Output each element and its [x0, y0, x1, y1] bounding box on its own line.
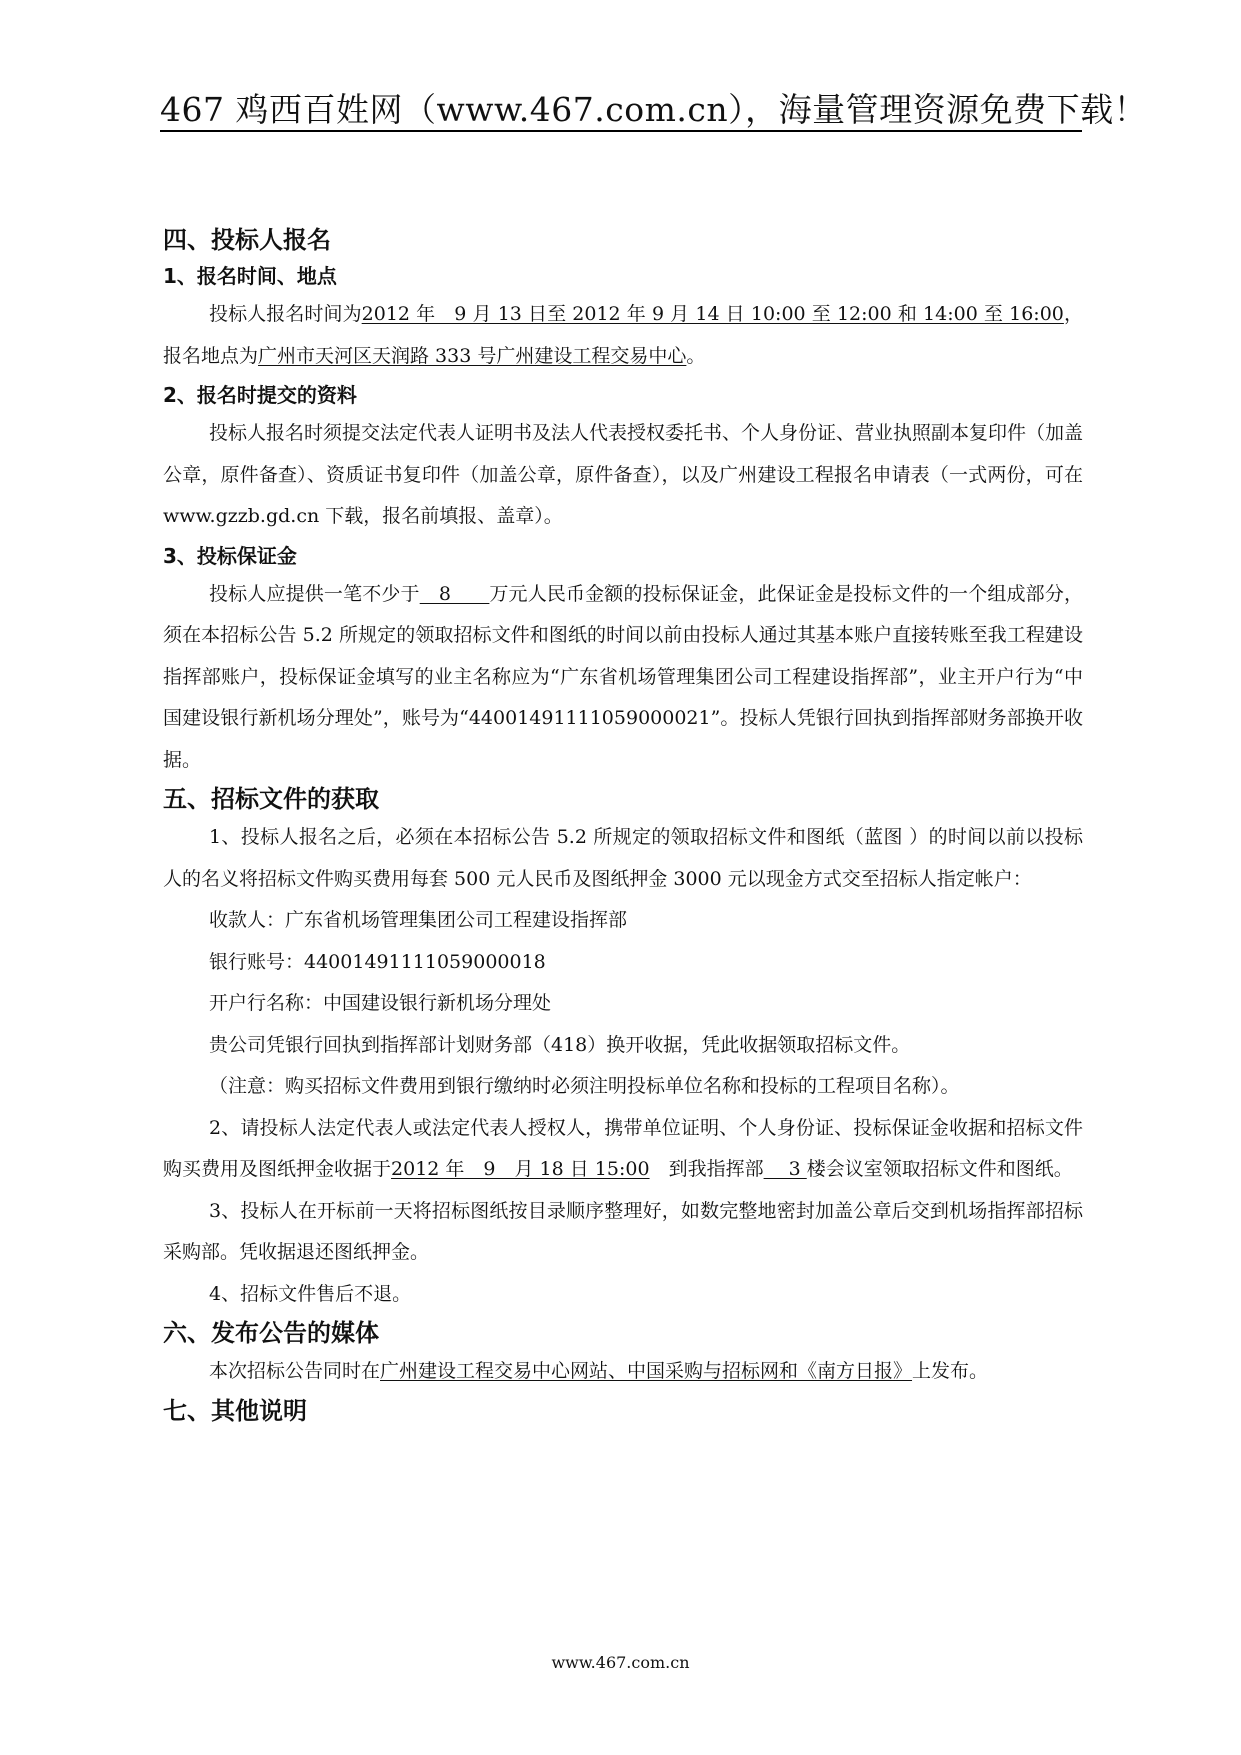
- header-divider: [160, 130, 1082, 132]
- section-4-heading: 四、投标人报名: [163, 226, 331, 254]
- bank-name-line: 开户行名称：中国建设银行新机场分理处: [209, 992, 552, 1014]
- section-5-heading: 五、招标文件的获取: [163, 785, 379, 813]
- tender-doc-item-3: 3、投标人在开标前一天将招标图纸按目录顺序整理好，如数完整地密封加盖公章后交到机场指挥部招标采购部。凭收据退还图纸押金。: [163, 1199, 1083, 1263]
- tender-doc-item-2: 2、请投标人法定代表人或法定代表人授权人，携带单位证明、个人身份证、投标保证金收据和招标文件购买费用及图纸押金收据于2012 年 9 月 18 日 15:00 到我指挥部 3 楼会议室领取招标文件和图纸。: [163, 1116, 1083, 1180]
- pickup-time: 2012 年 9 月 18 日 15:00: [391, 1158, 650, 1180]
- payment-notice-line: （注意：购买招标文件费用到银行缴纳时必须注明投标单位名称和投标的工程项目名称）。: [209, 1075, 960, 1097]
- media-list: 广州建设工程交易中心网站、中国采购与招标网和《南方日报》: [380, 1360, 913, 1382]
- section-6-heading: 六、发布公告的媒体: [163, 1319, 379, 1347]
- page-footer-url: www.467.com.cn: [551, 1653, 690, 1672]
- section-7-heading: 七、其他说明: [163, 1396, 307, 1425]
- pickup-floor: 3: [763, 1158, 807, 1180]
- bid-bond-amount: 8: [419, 582, 490, 605]
- bid-bond-paragraph: 投标人应提供一笔不少于 8 万元人民币金额的投标保证金，此保证金是投标文件的一个组成部分，须在本招标公告 5.2 所规定的领取招标文件和图纸的时间以前由投标人通过其基本账户直接转账至我工程建设指挥部账户，投标保证金填写的业主名称应为“广东省机场管理集团公司工程建设指挥部”，业主开户行为“中国建设银行新机场分理处”，账号为“44001491111059000021”。投标人凭银行回执到指挥部财务部换开收据。: [163, 582, 1083, 771]
- section-4-1-heading: 1、报名时间、地点: [163, 264, 337, 288]
- payee-line: 收款人：广东省机场管理集团公司工程建设指挥部: [209, 909, 628, 931]
- receipt-note-line: 贵公司凭银行回执到指挥部计划财务部（418）换开收据，凭此收据领取招标文件。: [209, 1033, 911, 1056]
- page-header-title: 467 鸡西百姓网（www.467.com.cn），海量管理资源免费下载！: [160, 90, 1148, 129]
- registration-time-paragraph: 投标人报名时间为2012 年 9 月 13 日至 2012 年 9 月 14 日 10:00 至 12:00 和 14:00 至 16:00，报名地点为广州市天河区天润路 333 号广州建设工程交易中心。: [163, 303, 1083, 367]
- bank-account-line: 银行账号：44001491111059000018: [209, 950, 546, 973]
- tender-doc-item-4: 4、招标文件售后不退。: [209, 1282, 412, 1305]
- required-materials-paragraph: 投标人报名时须提交法定代表人证明书及法人代表授权委托书、个人身份证、营业执照副本复印件（加盖公章，原件备查）、资质证书复印件（加盖公章，原件备查），以及广州建设工程报名申请表（一式两份，可在 www.gzzb.gd.cn 下载，报名前填报、盖章）。: [163, 422, 1084, 527]
- registration-place: 广州市天河区天润路 333 号广州建设工程交易中心: [258, 344, 687, 367]
- registration-time: 2012 年 9 月 13 日至 2012 年 9 月 14 日 10:00 至 12:00 和 14:00 至 16:00: [361, 303, 1064, 325]
- section-4-2-heading: 2、报名时提交的资料: [163, 383, 357, 407]
- tender-doc-item-1: 1、投标人报名之后，必须在本招标公告 5.2 所规定的领取招标文件和图纸（蓝图 ）的时间以前以投标人的名义将招标文件购买费用每套 500 元人民币及图纸押金 3000 元以现金方式交至招标人指定帐户：: [163, 826, 1083, 890]
- document-body: [163, 222, 1083, 1429]
- section-4-3-heading: 3、投标保证金: [163, 543, 297, 568]
- media-paragraph: 本次招标公告同时在广州建设工程交易中心网站、中国采购与招标网和《南方日报》上发布。: [209, 1360, 989, 1382]
